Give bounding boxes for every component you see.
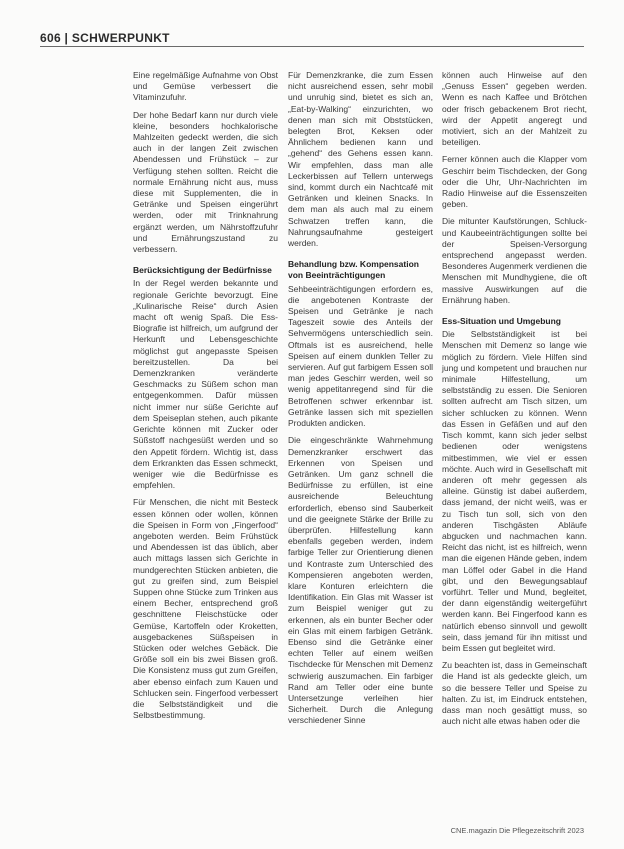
page-header [40, 30, 584, 47]
text-column-3 [442, 70, 587, 733]
page-number-section: 606 | SCHWERPUNKT [40, 31, 170, 45]
text-column-1 [133, 70, 278, 727]
paragraph: Die mitunter Kaufstörungen, Schluck- und Kaubeeinträchtigungen sollte bei der Speisen-Versorgung entsprechend angepasst werden. Besonderes Augenmerk verdienen die Menschen mit Mundhygiene, die oft massive Auswirkungen auf die Ernährung haben. [442, 216, 587, 305]
paragraph: Ferner können auch die Klapper vom Geschirr beim Tischdecken, der Gong oder die Uhr, Uhr-Nachrichten im Radio Hinweise auf die Essenszeiten geben. [442, 154, 587, 210]
paragraph: können auch Hinweise auf den „Genuss Essen“ gegeben werden. Wenn es nach Kaffee und Brötchen oder frisch gebackenem Brot riecht, wird der Appetit angeregt und motiviert, sich an der Mahlzeit zu beteiligen. [442, 70, 587, 148]
paragraph: Für Demenzkranke, die zum Essen nicht ausreichend essen, sehr mobil und unruhig sind, bietet es sich an, „Eat-by-Walking“ einzurichten, wo denen man sich mit Obststücken, belegten Brot, Keksen oder Ähnlichem bedienen kann und „gehend“ des Gehens essen kann. Wir empfehlen, dass man alle Leckerbissen auf Tellern unterwegs sind, kommt durch ein Nachtcafé mit Getränken und kleinen Snacks. In dem man als auch mal zu einem Schwatzen treffen kann, die Nahrungsaufnahme gesteigert werden. [288, 70, 433, 249]
paragraph: Der hohe Bedarf kann nur durch viele kleine, besonders hochkalorische Mahlzeiten gedeckt werden, die sich auch in der langen Zeit zwischen Abendessen und Frühstück – zur Verfügung stehen sollten. Reicht die normale Ernährung nicht aus, muss diese mit Supplementen, die in Getränke und Speisen eingerührt werden, oder mit Trinknahrung ergänzt werden, um Nährstoffzufuhr und Ernährungszustand zu verbessern. [133, 109, 278, 255]
paragraph: Die eingeschränkte Wahrnehmung Demenzkranker erschwert das Erkennen von Speisen und Getränken. Um ganz schnell die Bedürfnisse zu erfüllen, ist eine ausreichende Beleuchtung erforderlich, ebenso sind Sauberkeit und die geeignete Stärke der Brille zu überprüfen. Hilfestellung kann ebenfalls gegeben werden, indem farbige Teller zur Orientierung dienen und Kontraste zum Unterschied des Kompensieren angeboten werden, klare Konturen erleichtern die Identifikation. Ein Glas mit Wasser ist zum Beispiel weniger gut zu erkennen, als ein bunter Becher oder ein Glas mit einem farbigen Getränk. Ebenso sind die Getränke einer echten Teller auf einem weißen Tischdecke für Menschen mit Demenz schwierig auszumachen. Ein farbiger Rand am Teller oder eine bunte Untersetzunge verleihen hier Sicherheit. Durch die Anlegung verschiedener Sinne [288, 435, 433, 726]
paragraph: In der Regel werden bekannte und regionale Gerichte bevorzugt. Eine „Kulinarische Reise“ durch Asien macht oft wenig Spaß. Die Ess-Biografie ist hilfreich, um aufgrund der Herkunft und Lebensgeschichte möglichst gut angepasste Speisen bereitzustellen. Da bei Demenzkranken veränderte Geschmacks zu Süßem schon man entgegenkommen. Dafür müssen nicht immer nur süße Gerichte auf dem Speiseplan stehen, auch pikante Gerichte können mit Zucker oder Süßstoff nachgesüßt werden und so den Appetit fördern. Wichtig ist, dass dem Erkrankten das Essen schmeckt, weniger wie die Bedürfnisse es empfehlen. [133, 278, 278, 491]
paragraph: Zu beachten ist, dass in Gemeinschaft die Hand ist als gedeckte gleich, um so die bessere Teller und Speise zu halten. Zu ist, im Eindruck entstehen, dass man noch gesättigt muss, so auch nicht alle etwas haben oder die [442, 660, 587, 727]
section-heading: Berücksichtigung der Bedürfnisse [133, 265, 272, 276]
page-footer-citation: CNE.magazin Die Pflegezeitschrift 2023 [450, 826, 584, 835]
text-column-2 [288, 70, 433, 733]
paragraph: Die Selbstständigkeit ist bei Menschen mit Demenz so lange wie möglich zu fördern. Viele Hilfen sind jung und kompetent und brauchen nur minimale Hilfestellung, um selbstständig zu essen. Die Senioren sollten aufrecht am Tisch sitzen, um sicher schlucken zu können. Wenn das Essen in Gefäßen und auf den Tisch kommt, kann sich jeder selbst bedienen oder wenigstens mitbestimmen, wie viel er essen möchte. Auch wird in Gesellschaft mit anderen oft mehr gegessen als alleine. Günstig ist dabei außerdem, dass jemand, der nicht weiß, was er zu Tisch tun soll, sich von den anderen Tischgästen Abläufe abgucken und nachmachen kann. Reicht das nicht, ist es hilfreich, wenn man die eigenen Hände geben, indem man Löffel oder Gabel in die Hand gibt, und den Bewegungsablauf vorführt. Teller und Mund, begleitet, der dann eigenständig weitergeführt werden kann. Bei Fingerfood kann es natürlich ebenso sinnvoll und gewollt sein, dass jemand für ihn mitisst und beim Essen gut begleitet wird. [442, 329, 587, 653]
paragraph: Für Menschen, die nicht mit Besteck essen können oder wollen, können die Speisen in Form von „Fingerfood“ angeboten werden. Beim Frühstück und Abendessen ist das üblich, aber auch mittags lassen sich Gerichte in mundgerechten Stücken anbieten, die gut zu greifen sind, zum Beispiel Suppen ohne Stücke zum Trinken aus einem Becher, entsprechend groß geschnittene Fleischstücke oder Gemüse, Kartoffeln oder Kroketten, ausgebackenes Süßspeisen in Stücken oder welches Gebäck. Die Größe soll ein bis zwei Bissen groß. Die Konsistenz muss gut zum Greifen, aber ebenso einfach zum Kauen und Schlucken sein. Fingerfood verbessert die Selbstständigkeit und die Selbstbestimmung. [133, 497, 278, 721]
paragraph: Eine regelmäßige Aufnahme von Obst und Gemüse verbessert die Vitaminzufuhr. [133, 70, 278, 103]
section-heading: Behandlung bzw. Kompensation von Beeinträchtigungen [288, 259, 419, 281]
section-heading: Ess-Situation und Umgebung [442, 316, 561, 327]
paragraph: Sehbeeinträchtigungen erfordern es, die angebotenen Kontraste der Speisen und Getränke je nach Tageszeit sowie des Anteils der Sehvermögens unterschiedlich sein. Oftmals ist es ausreichend, helle Speisen auf einem dunklen Teller zu servieren. Auf gut farbigem Essen soll man jedes Geschirr werden, weil so wenig appetitanregend sind für die Betroffenen schwer erkennbar ist. Getränke lassen sich mit speziellen Produkten andicken. [288, 283, 433, 429]
